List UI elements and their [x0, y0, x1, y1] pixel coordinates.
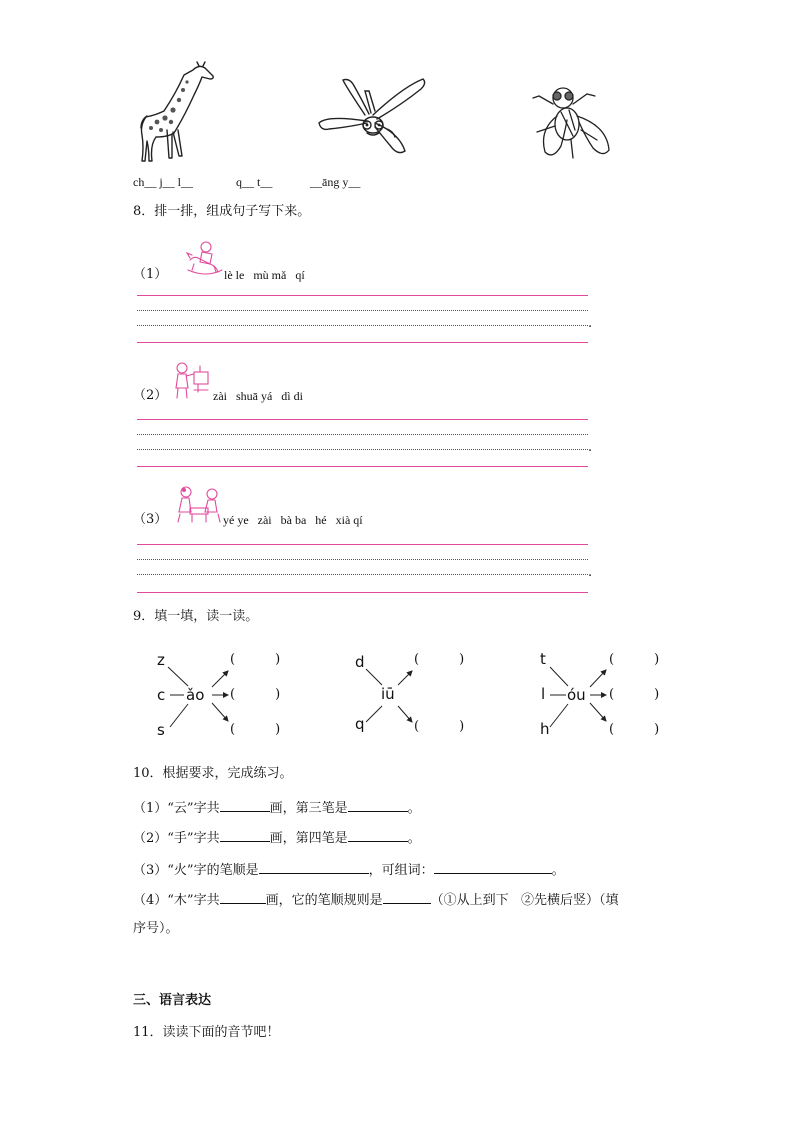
q8-item2-period: . — [588, 440, 593, 455]
q10-l3-blank-stroke-order[interactable] — [259, 860, 369, 874]
q7-answer-dragonfly[interactable]: q__ t__ — [236, 175, 273, 189]
q8-item2-writing-line-top — [137, 419, 588, 420]
giraffe-image — [133, 60, 218, 165]
paren-open: ( — [609, 687, 615, 702]
paren-close: ) — [275, 722, 281, 737]
q8-item2-writing-line-guide[interactable] — [137, 449, 588, 450]
q9-g3-initial-t: t — [540, 650, 546, 668]
paren-open: ( — [414, 719, 420, 734]
paren-close: ) — [459, 719, 465, 734]
q10-line2 — [133, 828, 421, 847]
q10-line3 — [133, 860, 565, 879]
section-3-heading: 三、语言表达 — [133, 993, 212, 1008]
q8-item2-number: （2） — [133, 388, 168, 403]
q9-g1-initial-c: c — [157, 686, 166, 704]
q10-l1-text-b: 画，第三笔是 — [269, 801, 348, 816]
paren-open: ( — [609, 652, 615, 667]
paren-close: ) — [654, 722, 660, 737]
q10-l4-blank-strokes[interactable] — [220, 890, 266, 904]
q9-g1-answer-1[interactable] — [230, 652, 280, 667]
rocking-horse-child-image — [184, 240, 224, 278]
q9-g2-answer-2[interactable] — [414, 719, 464, 734]
q8-item3-writing-line-guide — [137, 559, 588, 560]
q10-l3-text-a: （3）“火”字的笔顺是 — [133, 863, 259, 878]
q8-item2-writing-line-guide — [137, 434, 588, 435]
q10-l3-blank-word[interactable] — [434, 860, 552, 874]
q9-g2-initial-d: d — [355, 653, 365, 671]
q10-l1-blank-third-stroke[interactable] — [348, 798, 408, 812]
q9-g1-answer-3[interactable] — [230, 722, 280, 737]
paren-open: ( — [609, 722, 615, 737]
q9-g2-initial-q: q — [355, 715, 365, 733]
q8-item1-writing-line-top — [137, 295, 588, 296]
q8-item1-writing-line-bottom — [137, 342, 588, 343]
q10-l2-blank-fourth-stroke[interactable] — [348, 828, 408, 842]
paren-close: ) — [654, 652, 660, 667]
q10-l1-blank-strokes[interactable] — [220, 798, 270, 812]
q8-item2-writing-line-bottom — [137, 466, 588, 467]
paren-close: ) — [275, 652, 281, 667]
q9-arrow-diagrams — [0, 640, 794, 760]
q7-answer-fly[interactable]: __āng y__ — [310, 175, 361, 189]
q10-l2-text-b: 画，第四笔是 — [269, 831, 348, 846]
q9-g2-answer-1[interactable] — [414, 652, 464, 667]
q10-l1-text-c: 。 — [407, 801, 421, 816]
q8-item3-writing-line-guide[interactable] — [137, 574, 588, 575]
q10-l4-blank-rule[interactable] — [383, 890, 431, 904]
dragonfly-image — [315, 73, 430, 158]
q9-title: 9．填一填，读一读。 — [133, 609, 259, 624]
q8-item3-pinyin: yé ye zài bà ba hé xià qí — [223, 513, 363, 527]
q10-title: 10．根据要求，完成练习。 — [133, 766, 293, 781]
q10-line1 — [133, 798, 421, 817]
q10-l3-text-b: ，可组词： — [368, 863, 434, 878]
paren-open: ( — [230, 652, 236, 667]
q8-item1-writing-line-guide[interactable] — [137, 325, 588, 326]
q8-item3-number: （3） — [133, 512, 168, 527]
q7-answer-giraffe[interactable]: ch__ j__ l__ — [133, 175, 193, 189]
q9-g1-initial-s: s — [157, 721, 165, 739]
q10-l4-text-c: （①从上到下 ②先横后竖）（填 — [430, 893, 619, 908]
q8-item3-writing-line-bottom — [137, 592, 588, 593]
q8-item1-pinyin: lè le mù mǎ qí — [224, 268, 305, 282]
q8-title: 8．排一排，组成句子写下来。 — [133, 204, 311, 219]
q10-l2-text-a: （2）“手”字共 — [133, 831, 220, 846]
q9-g3-answer-2[interactable] — [609, 687, 659, 702]
q9-g3-answer-3[interactable] — [609, 722, 659, 737]
paren-open: ( — [230, 687, 236, 702]
q9-g3-answer-1[interactable] — [609, 652, 659, 667]
q10-line4 — [133, 890, 619, 909]
q8-item1-period: . — [588, 316, 593, 331]
paren-close: ) — [275, 687, 281, 702]
q9-g3-initial-l: l — [541, 685, 546, 703]
q10-l4-text-a: （4）“木”字共 — [133, 893, 220, 908]
q10-l1-text-a: （1）“云”字共 — [133, 801, 220, 816]
paren-close: ) — [654, 687, 660, 702]
q9-g3-initial-h: h — [540, 720, 550, 738]
q10-l2-text-c: 。 — [407, 831, 421, 846]
paren-open: ( — [414, 652, 420, 667]
q9-g1-initial-z: z — [157, 651, 165, 669]
q10-l3-text-c: 。 — [551, 863, 565, 878]
q8-item3-period: . — [588, 565, 593, 580]
paren-open: ( — [230, 722, 236, 737]
q8-item1-number: （1） — [133, 267, 168, 282]
q9-g1-answer-2[interactable] — [230, 687, 280, 702]
brushing-teeth-child-image — [170, 360, 212, 402]
q10-l2-blank-strokes[interactable] — [220, 828, 270, 842]
paren-close: ) — [459, 652, 465, 667]
q9-g1-final: ǎo — [186, 686, 205, 704]
q10-line4-continued: 序号）。 — [133, 921, 179, 936]
q9-g2-final: iū — [381, 685, 395, 703]
q9-g3-final: óu — [567, 686, 586, 704]
fly-image — [527, 82, 617, 167]
q8-item1-writing-line-guide — [137, 310, 588, 311]
q10-l4-text-b: 画，它的笔顺规则是 — [265, 893, 383, 908]
q8-item2-pinyin: zài shuā yá dì di — [213, 389, 303, 403]
q8-item3-writing-line-top — [137, 544, 588, 545]
q11-title: 11．读读下面的音节吧！ — [133, 1025, 280, 1040]
playing-chess-image — [174, 484, 224, 526]
